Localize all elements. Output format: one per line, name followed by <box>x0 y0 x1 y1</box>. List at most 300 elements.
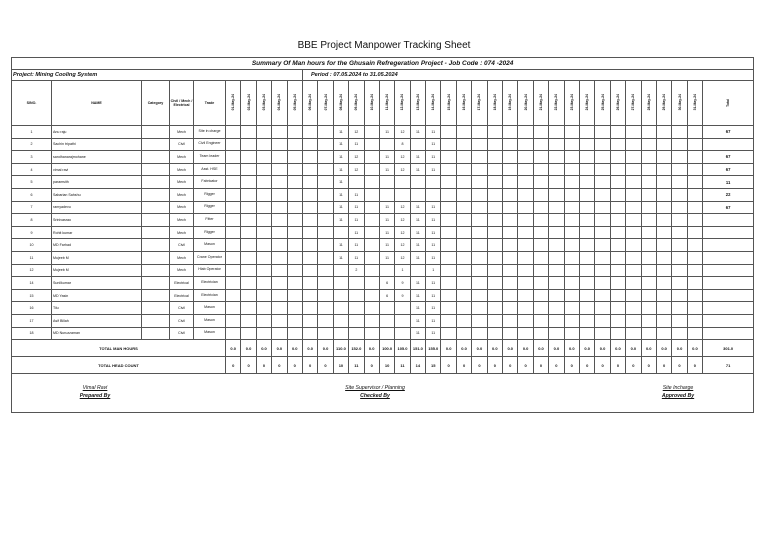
hours-cell <box>241 201 256 214</box>
total-man-hours-cell: 0.0 <box>533 340 548 357</box>
hours-cell <box>503 289 518 302</box>
hours-cell <box>441 151 456 164</box>
row-total <box>703 314 754 327</box>
row-category <box>142 226 170 239</box>
hours-cell <box>364 327 379 340</box>
sheet-title: BBE Project Manpower Tracking Sheet <box>297 40 471 51</box>
hours-cell <box>533 151 548 164</box>
hours-cell <box>226 302 241 315</box>
hours-cell: 11 <box>410 239 425 252</box>
header-total <box>703 81 754 126</box>
hours-cell: 11 <box>426 289 441 302</box>
hours-cell <box>472 138 487 151</box>
hours-cell <box>456 327 471 340</box>
row-slno: 11 <box>12 251 52 264</box>
total-man-hours-cell: 155.0 <box>426 340 441 357</box>
hours-cell <box>349 327 364 340</box>
row-trade: Rigger <box>194 201 226 214</box>
hours-cell <box>318 302 333 315</box>
hours-cell <box>579 226 594 239</box>
hours-cell <box>395 302 410 315</box>
hours-cell <box>641 176 656 189</box>
date-label: 01-May-24 <box>231 94 236 111</box>
hours-cell <box>379 176 394 189</box>
hours-cell <box>302 151 317 164</box>
header-trade: Trade <box>194 81 226 126</box>
header-date <box>379 81 394 126</box>
hours-cell <box>302 163 317 176</box>
hours-cell <box>595 264 610 277</box>
row-civil-mech: Mech <box>170 126 194 139</box>
hours-cell <box>626 201 641 214</box>
hours-cell <box>364 277 379 290</box>
total-man-hours-cell: 0.0 <box>626 340 641 357</box>
table-row <box>12 151 754 164</box>
row-total <box>703 214 754 227</box>
hours-cell <box>672 327 687 340</box>
hours-cell <box>364 214 379 227</box>
hours-cell <box>241 188 256 201</box>
date-label: 27-May-24 <box>631 94 636 111</box>
hours-cell <box>579 314 594 327</box>
hours-cell <box>672 239 687 252</box>
hours-cell <box>272 176 287 189</box>
hours-cell <box>656 264 671 277</box>
hours-cell <box>503 264 518 277</box>
header-name: NAME <box>52 81 142 126</box>
hours-cell: 11 <box>333 239 348 252</box>
hours-cell <box>256 138 271 151</box>
date-label: 13-May-24 <box>415 94 420 111</box>
hours-cell <box>610 226 625 239</box>
hours-cell <box>456 163 471 176</box>
hours-cell <box>641 251 656 264</box>
hours-cell <box>256 277 271 290</box>
hours-cell <box>687 214 702 227</box>
hours-cell <box>641 126 656 139</box>
row-trade: Mason <box>194 239 226 252</box>
row-civil-mech: Civil <box>170 302 194 315</box>
table-row <box>12 163 754 176</box>
hours-cell <box>656 251 671 264</box>
hours-cell <box>226 176 241 189</box>
row-category <box>142 289 170 302</box>
hours-cell <box>549 277 564 290</box>
table-row <box>12 201 754 214</box>
row-trade: Site in charge <box>194 126 226 139</box>
hours-cell: 11 <box>426 163 441 176</box>
hours-cell: 11 <box>333 201 348 214</box>
row-category <box>142 201 170 214</box>
hours-cell <box>456 277 471 290</box>
hours-cell <box>595 214 610 227</box>
row-category <box>142 314 170 327</box>
hours-cell <box>287 214 302 227</box>
row-total <box>703 239 754 252</box>
hours-cell <box>456 126 471 139</box>
hours-cell <box>226 264 241 277</box>
header-date <box>641 81 656 126</box>
total-man-hours-cell: 0.0 <box>287 340 302 357</box>
date-label: 29-May-24 <box>662 94 667 111</box>
row-trade: Rigger <box>194 188 226 201</box>
row-total: 67 <box>703 201 754 214</box>
hours-cell <box>256 239 271 252</box>
hours-cell <box>302 302 317 315</box>
hours-cell <box>333 302 348 315</box>
hours-cell: 1 <box>395 264 410 277</box>
total-head-count-cell: 10 <box>333 357 348 374</box>
hours-cell <box>549 226 564 239</box>
hours-cell <box>472 151 487 164</box>
hours-cell: 11 <box>333 176 348 189</box>
total-head-count-cell: 0 <box>487 357 502 374</box>
date-label: 11-May-24 <box>385 94 390 111</box>
hours-cell <box>241 251 256 264</box>
hours-cell <box>656 188 671 201</box>
hours-cell <box>610 277 625 290</box>
hours-cell: 11 <box>379 163 394 176</box>
hours-cell: 1 <box>426 264 441 277</box>
hours-cell <box>579 163 594 176</box>
hours-cell <box>579 126 594 139</box>
hours-cell <box>641 302 656 315</box>
hours-cell <box>287 327 302 340</box>
hours-cell <box>533 327 548 340</box>
hours-cell <box>472 163 487 176</box>
hours-cell <box>302 126 317 139</box>
hours-cell <box>549 314 564 327</box>
total-man-hours-cell: 0.0 <box>641 340 656 357</box>
hours-cell <box>641 226 656 239</box>
hours-cell <box>518 302 533 315</box>
hours-cell: 11 <box>410 314 425 327</box>
hours-cell <box>579 188 594 201</box>
hours-cell <box>456 138 471 151</box>
hours-cell <box>349 176 364 189</box>
hours-cell <box>364 163 379 176</box>
hours-cell <box>687 138 702 151</box>
total-man-hours-cell: 0.0 <box>318 340 333 357</box>
hours-cell: 11 <box>426 138 441 151</box>
header-date <box>256 81 271 126</box>
row-civil-mech: Mech <box>170 188 194 201</box>
hours-cell <box>241 151 256 164</box>
hours-cell <box>626 176 641 189</box>
hours-cell <box>564 264 579 277</box>
hours-cell <box>503 176 518 189</box>
hours-cell <box>441 239 456 252</box>
hours-cell <box>487 277 502 290</box>
hours-cell <box>656 302 671 315</box>
hours-cell <box>226 226 241 239</box>
hours-cell <box>672 151 687 164</box>
hours-cell <box>641 264 656 277</box>
total-head-count-cell: 0 <box>318 357 333 374</box>
hours-cell: 11 <box>426 201 441 214</box>
hours-cell: 11 <box>379 251 394 264</box>
hours-cell <box>272 327 287 340</box>
total-head-count-cell: 0 <box>641 357 656 374</box>
hours-cell <box>672 226 687 239</box>
hours-cell <box>549 201 564 214</box>
hours-cell <box>656 138 671 151</box>
hours-cell <box>687 188 702 201</box>
hours-cell <box>641 327 656 340</box>
hours-cell <box>656 239 671 252</box>
total-head-count-cell: 0 <box>226 357 241 374</box>
hours-cell <box>533 188 548 201</box>
row-total <box>703 289 754 302</box>
hours-cell <box>287 251 302 264</box>
hours-cell <box>456 314 471 327</box>
row-slno: 15 <box>12 289 52 302</box>
hours-cell <box>272 314 287 327</box>
row-slno: 18 <box>12 327 52 340</box>
total-head-count-cell: 0 <box>503 357 518 374</box>
row-name: Rohit kumar <box>52 226 142 239</box>
hours-cell <box>518 226 533 239</box>
row-trade: Mason <box>194 302 226 315</box>
hours-cell <box>687 251 702 264</box>
hours-cell: 11 <box>426 302 441 315</box>
hours-cell: 11 <box>333 138 348 151</box>
header-civil-mech: Civil / Mech / Electrical <box>170 81 194 126</box>
total-man-hours-cell: 0.0 <box>672 340 687 357</box>
hours-cell <box>503 188 518 201</box>
date-label: 04-May-24 <box>277 94 282 111</box>
row-name: Sabarian Sahshu <box>52 188 142 201</box>
hours-cell: 11 <box>426 239 441 252</box>
approved-by-role: Approved By <box>661 393 695 399</box>
hours-cell <box>533 201 548 214</box>
hours-cell <box>318 176 333 189</box>
header-slno: SlNO. <box>12 81 52 126</box>
row-trade: Asst. HSE <box>194 163 226 176</box>
table-row <box>12 327 754 340</box>
hours-cell <box>518 188 533 201</box>
hours-cell <box>472 188 487 201</box>
row-civil-mech: Mech <box>170 264 194 277</box>
project-label: Project: Mining Cooling System <box>12 70 303 81</box>
hours-cell <box>564 239 579 252</box>
hours-cell <box>349 314 364 327</box>
hours-cell <box>549 176 564 189</box>
hours-cell: 6 <box>379 277 394 290</box>
sheet-subtitle: Summary Of Man hours for the Ghusain Refregeration Project - Job Code : 074 -2024 <box>12 58 754 70</box>
row-civil-mech: Mech <box>170 251 194 264</box>
row-slno: 4 <box>12 163 52 176</box>
hours-cell <box>272 163 287 176</box>
hours-cell <box>472 289 487 302</box>
hours-cell <box>272 264 287 277</box>
total-head-count-label: TOTAL HEAD COUNT <box>12 357 226 374</box>
row-name: MD Yasin <box>52 289 142 302</box>
hours-cell: 11 <box>379 151 394 164</box>
hours-cell: 11 <box>426 277 441 290</box>
row-total <box>703 138 754 151</box>
hours-cell: 12 <box>395 151 410 164</box>
hours-cell <box>333 277 348 290</box>
hours-cell <box>626 151 641 164</box>
hours-cell <box>656 277 671 290</box>
hours-cell <box>333 314 348 327</box>
date-label: 12-May-24 <box>400 94 405 111</box>
hours-cell <box>656 201 671 214</box>
hours-cell <box>302 251 317 264</box>
hours-cell: 11 <box>426 327 441 340</box>
hours-cell: 6 <box>379 289 394 302</box>
hours-cell <box>579 277 594 290</box>
hours-cell <box>226 277 241 290</box>
table-row <box>12 302 754 315</box>
total-head-count-cell: 0 <box>256 357 271 374</box>
hours-cell <box>287 277 302 290</box>
row-total <box>703 264 754 277</box>
hours-cell <box>503 138 518 151</box>
hours-cell <box>503 151 518 164</box>
hours-cell <box>549 126 564 139</box>
header-date <box>272 81 287 126</box>
hours-cell <box>395 176 410 189</box>
hours-cell: 2 <box>349 264 364 277</box>
hours-cell <box>272 302 287 315</box>
header-date <box>318 81 333 126</box>
hours-cell <box>549 163 564 176</box>
hours-cell <box>379 264 394 277</box>
hours-cell <box>287 289 302 302</box>
date-label: 14-May-24 <box>431 94 436 111</box>
hours-cell <box>441 176 456 189</box>
row-total <box>703 327 754 340</box>
hours-cell <box>533 277 548 290</box>
hours-cell <box>349 289 364 302</box>
hours-cell <box>672 163 687 176</box>
hours-cell <box>503 327 518 340</box>
hours-cell <box>226 151 241 164</box>
hours-cell: 12 <box>395 239 410 252</box>
row-total: 67 <box>703 151 754 164</box>
hours-cell <box>426 188 441 201</box>
row-name: Sachin tripathi <box>52 138 142 151</box>
total-man-hours-cell: 0.0 <box>579 340 594 357</box>
hours-cell <box>595 201 610 214</box>
hours-cell <box>302 176 317 189</box>
hours-cell <box>364 251 379 264</box>
hours-cell <box>472 251 487 264</box>
hours-cell: 11 <box>410 289 425 302</box>
hours-cell <box>626 289 641 302</box>
table-row <box>12 251 754 264</box>
hours-cell <box>318 239 333 252</box>
hours-cell <box>564 163 579 176</box>
hours-cell <box>379 327 394 340</box>
hours-cell <box>626 251 641 264</box>
approved-by-name: Site Incharge <box>662 385 694 391</box>
hours-cell <box>656 163 671 176</box>
header-date <box>426 81 441 126</box>
hours-cell <box>641 277 656 290</box>
row-trade: Fitter <box>194 214 226 227</box>
hours-cell <box>564 176 579 189</box>
hours-cell <box>379 138 394 151</box>
total-head-count-cell: 0 <box>472 357 487 374</box>
hours-cell <box>610 327 625 340</box>
total-man-hours-cell: 0.0 <box>487 340 502 357</box>
hours-cell <box>672 302 687 315</box>
header-date <box>549 81 564 126</box>
hours-cell <box>579 327 594 340</box>
hours-cell <box>472 302 487 315</box>
hours-cell <box>256 302 271 315</box>
hours-cell <box>503 251 518 264</box>
hours-cell <box>687 302 702 315</box>
hours-cell <box>364 289 379 302</box>
hours-cell <box>272 138 287 151</box>
hours-cell <box>595 163 610 176</box>
hours-cell <box>518 201 533 214</box>
hours-cell <box>364 176 379 189</box>
hours-cell: 11 <box>410 151 425 164</box>
hours-cell <box>672 264 687 277</box>
hours-cell: 11 <box>426 251 441 264</box>
hours-cell <box>518 289 533 302</box>
hours-cell <box>549 151 564 164</box>
hours-cell <box>533 138 548 151</box>
hours-cell <box>564 151 579 164</box>
hours-cell <box>441 289 456 302</box>
header-date <box>349 81 364 126</box>
checked-by-role: Checked By <box>360 393 390 399</box>
hours-cell <box>472 314 487 327</box>
hours-cell: 11 <box>426 126 441 139</box>
hours-cell <box>256 126 271 139</box>
row-category <box>142 138 170 151</box>
hours-cell <box>672 314 687 327</box>
hours-cell <box>487 151 502 164</box>
hours-cell <box>241 163 256 176</box>
hours-cell <box>272 289 287 302</box>
hours-cell <box>672 176 687 189</box>
hours-cell <box>256 289 271 302</box>
date-label: 19-May-24 <box>508 94 513 111</box>
date-label: 03-May-24 <box>261 94 266 111</box>
hours-cell <box>503 126 518 139</box>
prepared-by-signature <box>20 385 170 399</box>
hours-cell <box>272 277 287 290</box>
total-head-count-cell: 0 <box>518 357 533 374</box>
hours-cell <box>610 176 625 189</box>
hours-cell <box>595 289 610 302</box>
hours-cell <box>610 289 625 302</box>
table-row <box>12 126 754 139</box>
row-trade: Electrician <box>194 277 226 290</box>
hours-cell <box>687 126 702 139</box>
hours-cell <box>287 163 302 176</box>
hours-cell <box>687 201 702 214</box>
hours-cell <box>241 264 256 277</box>
header-date <box>287 81 302 126</box>
row-slno: 10 <box>12 239 52 252</box>
hours-cell <box>626 314 641 327</box>
hours-cell <box>287 201 302 214</box>
hours-cell: 11 <box>349 226 364 239</box>
row-trade: Electrician <box>194 289 226 302</box>
hours-cell: 11 <box>410 126 425 139</box>
hours-cell <box>626 277 641 290</box>
total-head-count-cell: 0 <box>564 357 579 374</box>
header-date <box>302 81 317 126</box>
